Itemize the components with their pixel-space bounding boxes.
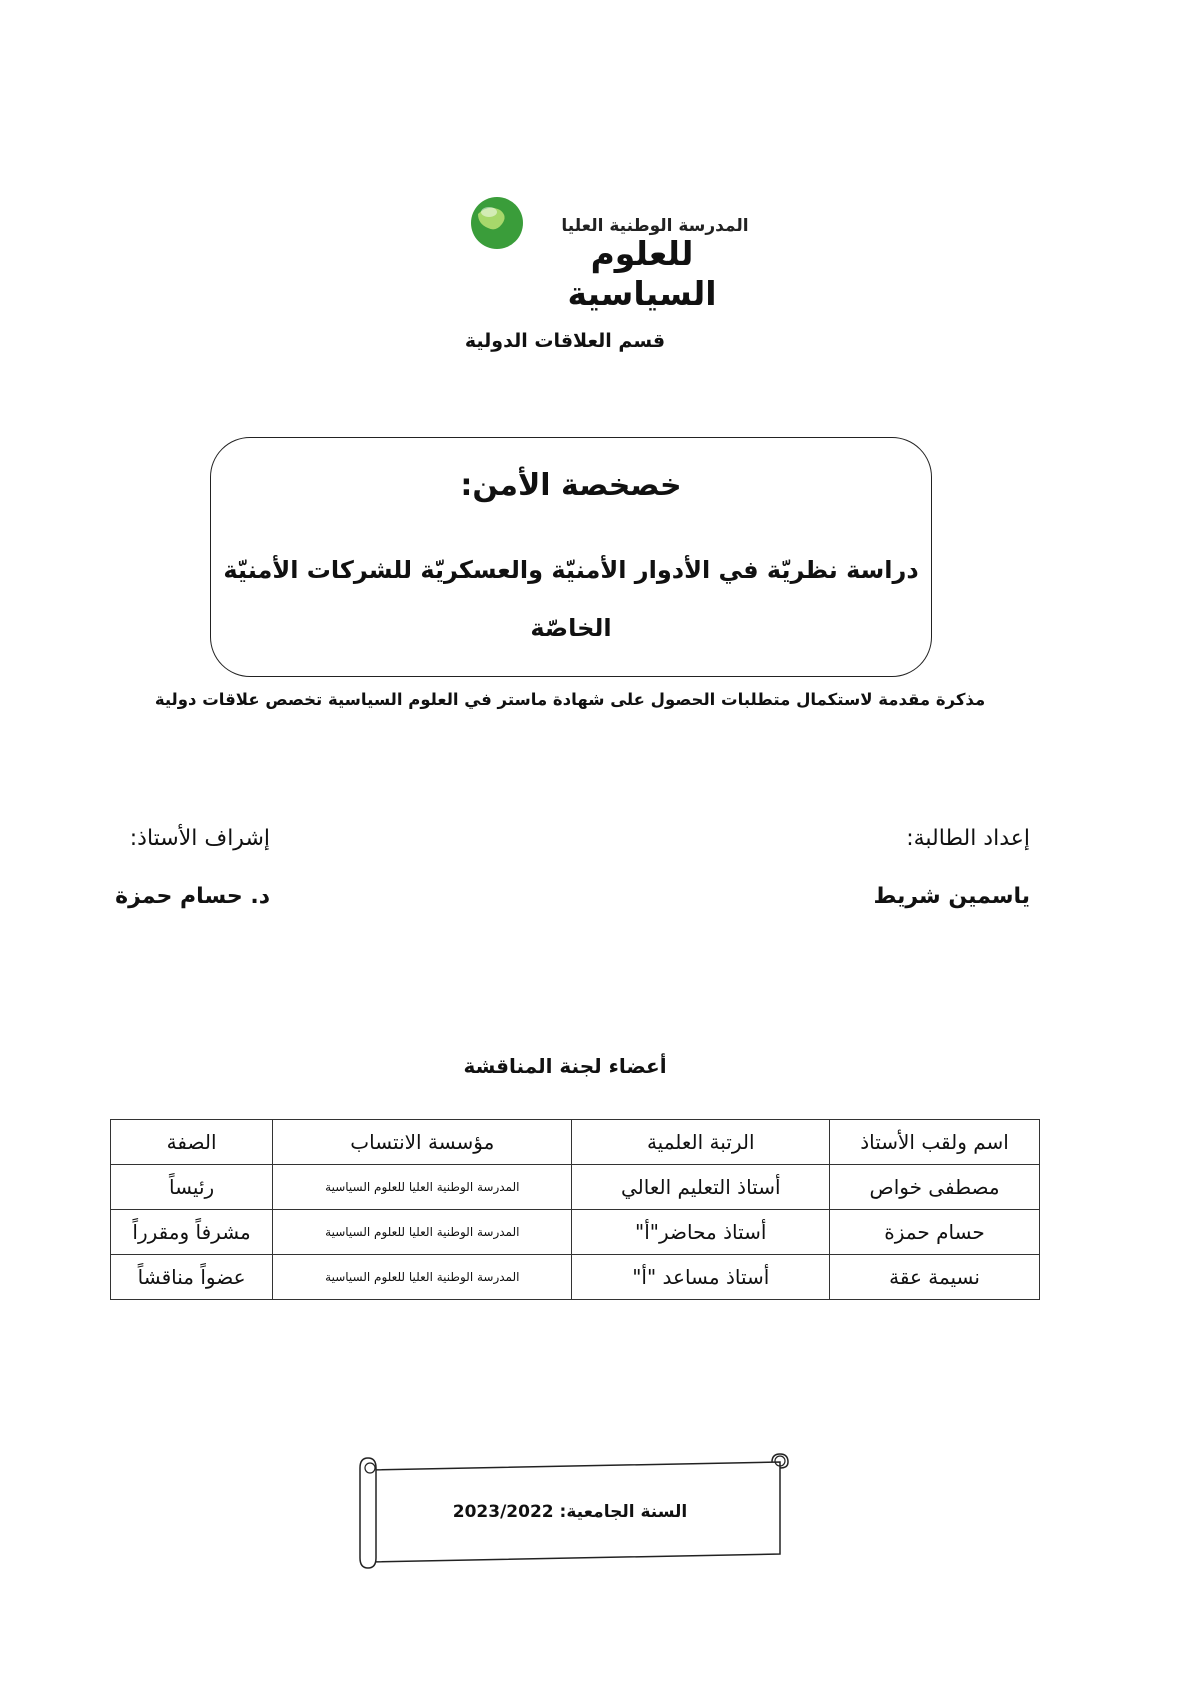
committee-title: أعضاء لجنة المناقشة [463, 1054, 667, 1078]
student-label: إعداد الطالبة: [906, 826, 1030, 851]
thesis-subtitle-line1: دراسة نظريّة في الأدوار الأمنيّة والعسكريّة للشركات الأمنيّة [223, 556, 919, 584]
header-name: اسم ولقب الأستاذ [830, 1120, 1040, 1165]
cell-institution: المدرسة الوطنية العليا للعلوم السياسية [273, 1210, 572, 1255]
cell-role: عضواً مناقشاً [111, 1255, 273, 1300]
table-row [111, 1255, 1040, 1300]
header-role: الصفة [111, 1120, 273, 1165]
logo-text-line1: المدرسة الوطنية العليا [561, 216, 749, 236]
supervisor-name: د. حسام حمزة [115, 884, 270, 909]
cell-name: حسام حمزة [830, 1210, 1040, 1255]
supervisor-label: إشراف الأستاذ: [129, 826, 270, 851]
academic-year-scroll [350, 1452, 790, 1572]
cell-name: مصطفى خواص [830, 1165, 1040, 1210]
table-row [111, 1165, 1040, 1210]
cell-institution: المدرسة الوطنية العليا للعلوم السياسية [273, 1255, 572, 1300]
cell-rank: أستاذ محاضر"أ" [572, 1210, 830, 1255]
memo-statement: مذكرة مقدمة لاستكمال متطلبات الحصول على شهادة ماستر في العلوم السياسية تخصص علاقات دولية [154, 690, 986, 709]
thesis-title-box [210, 437, 932, 677]
thesis-title: خصخصة الأمن: [460, 468, 682, 503]
student-name: ياسمين شريط [873, 884, 1030, 909]
academic-year: السنة الجامعية: 2023/2022 [452, 1502, 688, 1522]
cell-name: نسيمة عقة [830, 1255, 1040, 1300]
table-row [111, 1210, 1040, 1255]
header-rank: الرتبة العلمية [572, 1120, 830, 1165]
thesis-subtitle-line2: الخاصّة [530, 614, 612, 642]
cell-rank: أستاذ التعليم العالي [572, 1165, 830, 1210]
cell-institution: المدرسة الوطنية العليا للعلوم السياسية [273, 1165, 572, 1210]
table-header-row [111, 1120, 1040, 1165]
school-logo [392, 148, 772, 313]
header-institution: مؤسسة الانتساب [273, 1120, 572, 1165]
jury-table [110, 1119, 1040, 1300]
cell-role: مشرفاً ومقرراً [111, 1210, 273, 1255]
cell-rank: أستاذ مساعد "أ" [572, 1255, 830, 1300]
logo-text-line2: للعلوم السياسية [567, 234, 717, 313]
cell-role: رئيساً [111, 1165, 273, 1210]
department-name: قسم العلاقات الدولية [464, 330, 666, 352]
